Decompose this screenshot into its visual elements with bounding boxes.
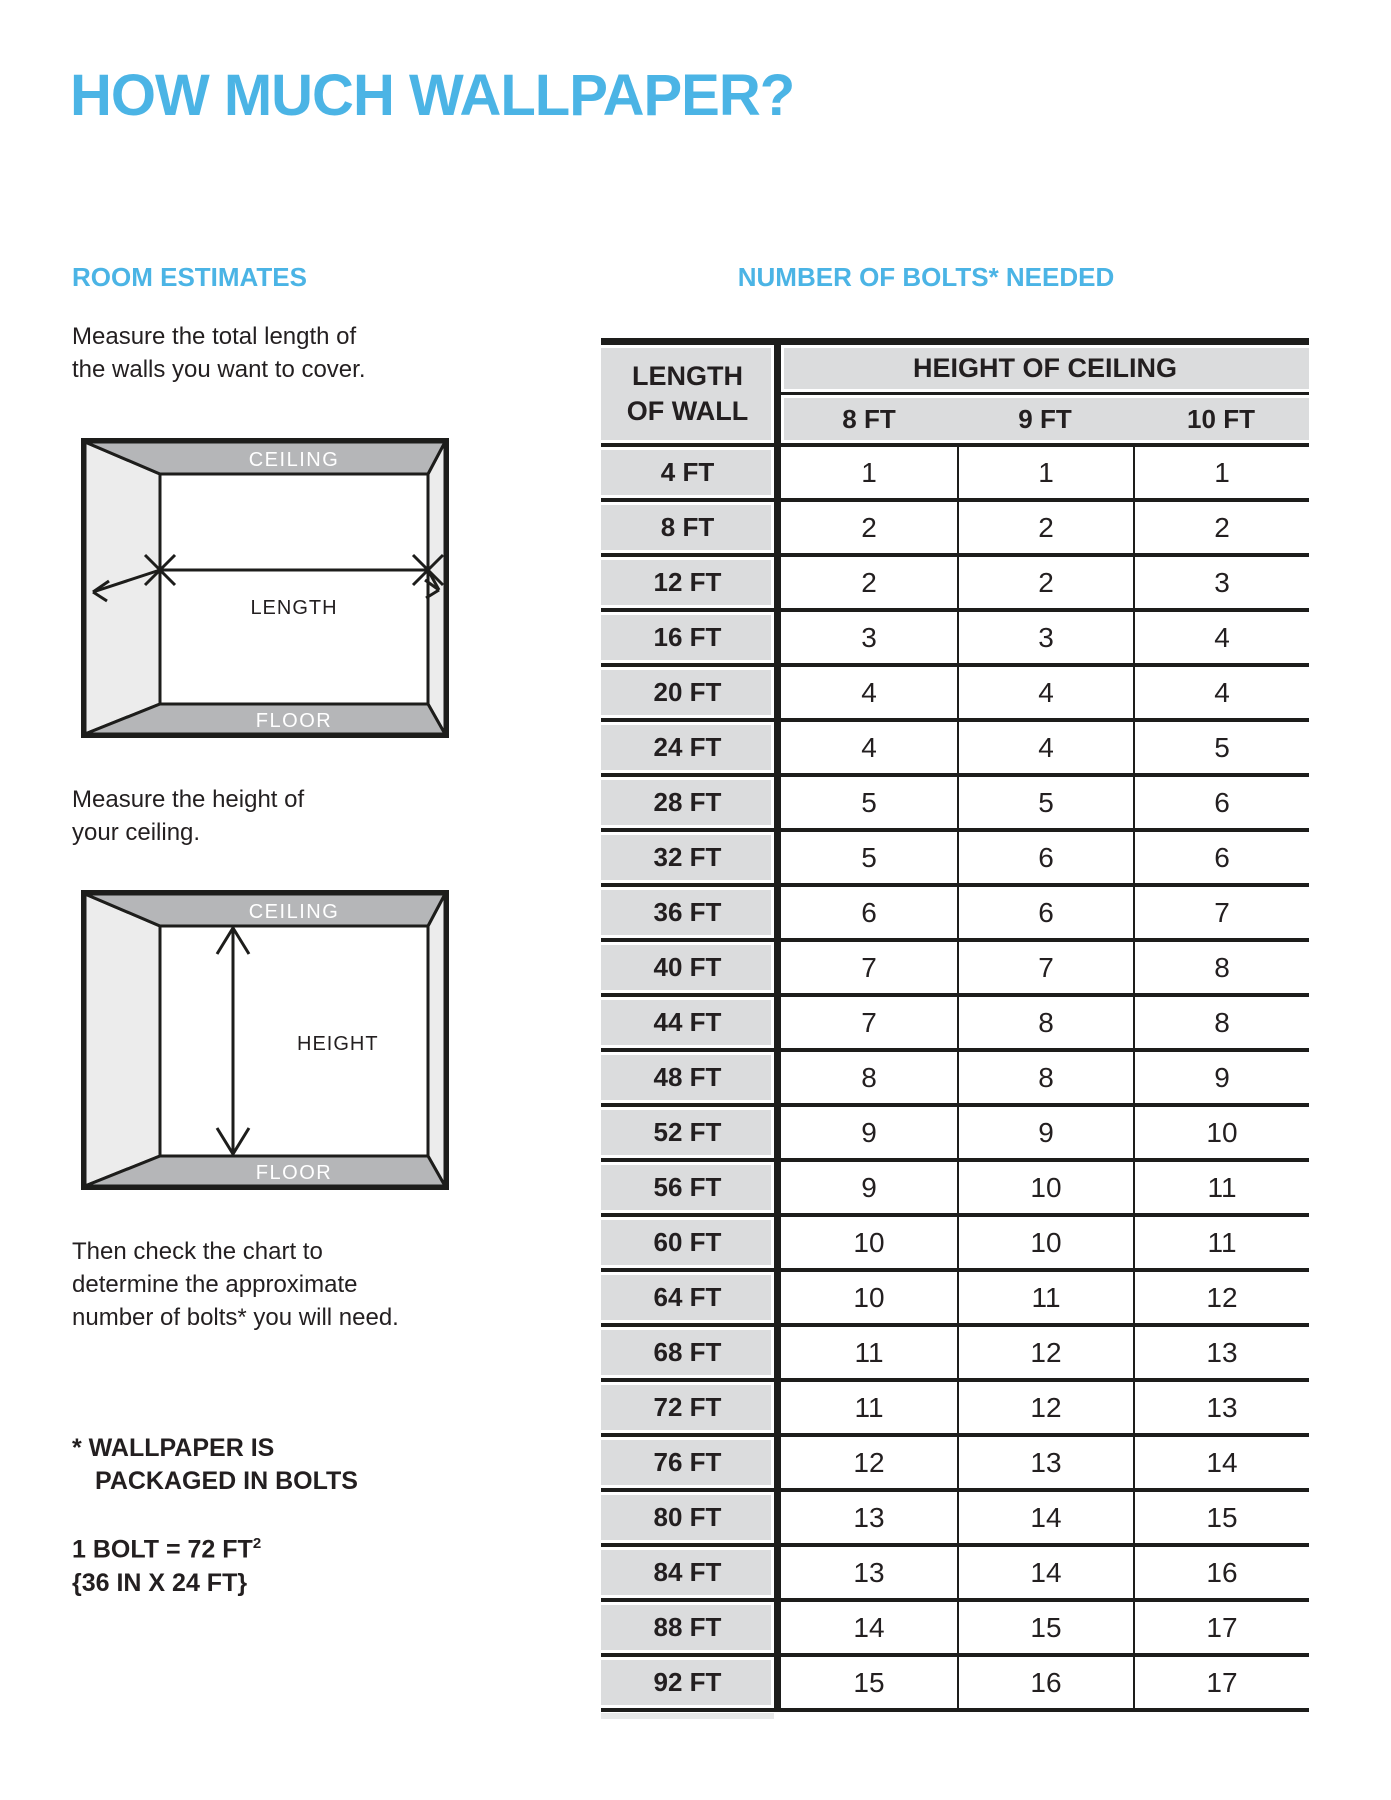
table-row: [601, 942, 1309, 997]
table-row: [601, 1217, 1309, 1272]
bolt-count-cell: 7: [781, 997, 957, 1052]
bolt-count-cell: 5: [957, 777, 1133, 832]
table-row: [601, 722, 1309, 777]
row-header-wall-length: 36 FT: [601, 887, 781, 942]
bolt-count-cell: 3: [1133, 557, 1309, 612]
footnote-line: * WALLPAPER IS: [72, 1434, 275, 1462]
row-header-wall-length: 40 FT: [601, 942, 781, 997]
instruction-line: Measure the height of: [72, 786, 305, 813]
row-header-wall-length: 76 FT: [601, 1437, 781, 1492]
row-header-wall-length: 24 FT: [601, 722, 781, 777]
room-estimates-heading: ROOM ESTIMATES: [72, 262, 307, 292]
table-row: [601, 777, 1309, 832]
row-header-wall-length: 88 FT: [601, 1602, 781, 1657]
bolt-count-cell: 9: [781, 1162, 957, 1217]
table-row: [601, 502, 1309, 557]
bolt-count-cell: 2: [781, 502, 957, 557]
room-height-diagram: [81, 890, 449, 1190]
bolt-count-cell: 5: [1133, 722, 1309, 777]
bolt-count-cell: 6: [1133, 832, 1309, 887]
row-header-wall-length: 44 FT: [601, 997, 781, 1052]
column-header-8ft: 8 FT: [781, 395, 957, 447]
row-header-wall-length: 20 FT: [601, 667, 781, 722]
bolts-table: [601, 338, 1309, 1712]
bolt-count-cell: 13: [1133, 1382, 1309, 1437]
bolt-count-cell: 5: [781, 777, 957, 832]
bolt-count-cell: 10: [781, 1217, 957, 1272]
floor-label: FLOOR: [255, 710, 333, 732]
table-row: [601, 1052, 1309, 1107]
bolt-count-cell: 1: [957, 447, 1133, 502]
length-label: LENGTH: [250, 597, 338, 619]
row-header-wall-length: 60 FT: [601, 1217, 781, 1272]
row-header-wall-length: 12 FT: [601, 557, 781, 612]
bolt-count-cell: 4: [781, 667, 957, 722]
table-row: [601, 1437, 1309, 1492]
table-bottom-shadow: [601, 1713, 774, 1719]
instruction-line: the walls you want to cover.: [72, 356, 366, 383]
column-header-length-of-wall: LENGTH OF WALL: [601, 345, 781, 447]
table-row: [601, 1327, 1309, 1382]
bolt-count-cell: 8: [957, 1052, 1133, 1107]
bolt-count-cell: 4: [957, 722, 1133, 777]
bolts-needed-heading: NUMBER OF BOLTS* NEEDED: [737, 262, 1115, 292]
bolt-count-cell: 17: [1133, 1657, 1309, 1712]
bolt-count-cell: 6: [781, 887, 957, 942]
table-row: [601, 1602, 1309, 1657]
bolt-count-cell: 15: [781, 1657, 957, 1712]
bolt-count-cell: 12: [1133, 1272, 1309, 1327]
bolt-count-cell: 16: [957, 1657, 1133, 1712]
bolt-count-cell: 9: [781, 1107, 957, 1162]
page-title: HOW MUCH WALLPAPER?: [70, 63, 795, 128]
instruction-measure-length: [72, 320, 365, 386]
column-header-9ft: 9 FT: [957, 395, 1133, 447]
right-wall: [428, 894, 445, 1186]
row-header-wall-length: 68 FT: [601, 1327, 781, 1382]
column-header-10ft: 10 FT: [1133, 395, 1309, 447]
bolt-count-cell: 6: [1133, 777, 1309, 832]
footnote-line: PACKAGED IN BOLTS: [95, 1467, 358, 1495]
table-row: [601, 997, 1309, 1052]
bolt-count-cell: 9: [1133, 1052, 1309, 1107]
bolt-count-cell: 2: [781, 557, 957, 612]
table-row: [601, 667, 1309, 722]
row-header-wall-length: 16 FT: [601, 612, 781, 667]
bolt-count-cell: 13: [957, 1437, 1133, 1492]
bolt-count-cell: 14: [1133, 1437, 1309, 1492]
bolt-count-cell: 11: [781, 1327, 957, 1382]
height-label: HEIGHT: [297, 1033, 379, 1055]
bolt-count-cell: 15: [1133, 1492, 1309, 1547]
table-row: [601, 1162, 1309, 1217]
table-row: [601, 557, 1309, 612]
row-header-wall-length: 92 FT: [601, 1657, 781, 1712]
bolt-count-cell: 13: [781, 1547, 957, 1602]
instruction-line: Measure the total length of: [72, 323, 357, 350]
bolt-count-cell: 7: [1133, 887, 1309, 942]
row-header-wall-length: 56 FT: [601, 1162, 781, 1217]
bolt-count-cell: 4: [957, 667, 1133, 722]
table-row: [601, 1107, 1309, 1162]
row-header-wall-length: 84 FT: [601, 1547, 781, 1602]
table-row: [601, 1382, 1309, 1437]
room-length-diagram: [81, 438, 449, 738]
row-header-wall-length: 8 FT: [601, 502, 781, 557]
bolt-count-cell: 15: [957, 1602, 1133, 1657]
bolt-count-cell: 10: [957, 1217, 1133, 1272]
bolt-count-cell: 3: [957, 612, 1133, 667]
left-wall: [85, 894, 160, 1186]
bolt-count-cell: 8: [1133, 997, 1309, 1052]
bolt-count-cell: 10: [781, 1272, 957, 1327]
row-header-wall-length: 4 FT: [601, 447, 781, 502]
bolt-count-cell: 8: [781, 1052, 957, 1107]
bolt-count-cell: 8: [957, 997, 1133, 1052]
bolt-count-cell: 2: [957, 502, 1133, 557]
row-header-wall-length: 80 FT: [601, 1492, 781, 1547]
table-row: [601, 1272, 1309, 1327]
bolt-count-cell: 12: [781, 1437, 957, 1492]
bolt-count-cell: 13: [781, 1492, 957, 1547]
bolt-count-cell: 14: [781, 1602, 957, 1657]
bolt-count-cell: 10: [957, 1162, 1133, 1217]
bolts-table-body: [601, 447, 1309, 1712]
instruction-line: Then check the chart to: [72, 1238, 323, 1265]
bolt-count-cell: 1: [1133, 447, 1309, 502]
bolt-count-cell: 17: [1133, 1602, 1309, 1657]
bolt-count-cell: 9: [957, 1107, 1133, 1162]
bolts-table-container: [601, 338, 1309, 1712]
back-wall: [160, 926, 428, 1156]
bolt-count-cell: 5: [781, 832, 957, 887]
bolt-count-cell: 13: [1133, 1327, 1309, 1382]
row-header-wall-length: 72 FT: [601, 1382, 781, 1437]
row-header-wall-length: 48 FT: [601, 1052, 781, 1107]
instruction-line: determine the approximate: [72, 1271, 358, 1298]
bolt-count-cell: 4: [1133, 667, 1309, 722]
superscript-2: 2: [252, 1535, 262, 1552]
table-row: [601, 1492, 1309, 1547]
instruction-line: your ceiling.: [72, 819, 201, 846]
bolt-count-cell: 7: [957, 942, 1133, 997]
row-header-wall-length: 28 FT: [601, 777, 781, 832]
bolt-count-cell: 12: [957, 1327, 1133, 1382]
bolt-count-cell: 3: [781, 612, 957, 667]
instruction-line: number of bolts* you will need.: [72, 1304, 399, 1331]
bolt-footnote: [72, 1432, 358, 1498]
bolt-count-cell: 7: [781, 942, 957, 997]
instruction-check-chart: [72, 1235, 399, 1334]
bolt-count-cell: 2: [957, 557, 1133, 612]
floor-label: FLOOR: [255, 1162, 333, 1184]
bolt-count-cell: 6: [957, 832, 1133, 887]
bolt-count-cell: 16: [1133, 1547, 1309, 1602]
table-row: [601, 1657, 1309, 1712]
bolt-count-cell: 14: [957, 1492, 1133, 1547]
bolt-count-cell: 12: [957, 1382, 1133, 1437]
bolt-count-cell: 4: [781, 722, 957, 777]
bolt-count-cell: 10: [1133, 1107, 1309, 1162]
bolt-count-cell: 11: [957, 1272, 1133, 1327]
row-header-wall-length: 52 FT: [601, 1107, 781, 1162]
instruction-measure-height: [72, 783, 304, 849]
row-header-wall-length: 64 FT: [601, 1272, 781, 1327]
table-row: [601, 832, 1309, 887]
bolt-count-cell: 11: [781, 1382, 957, 1437]
table-row: [601, 1547, 1309, 1602]
table-header: [601, 345, 1309, 447]
table-row: [601, 887, 1309, 942]
ceiling-label: CEILING: [248, 901, 340, 923]
table-row: [601, 612, 1309, 667]
ceiling-label: CEILING: [248, 449, 340, 471]
bolt-equation: 1 BOLT = 72 $FT^2$: [72, 1535, 262, 1564]
bolt-count-cell: 6: [957, 887, 1133, 942]
bolt-count-cell: 14: [957, 1547, 1133, 1602]
bolt-count-cell: 11: [1133, 1162, 1309, 1217]
bolt-dimensions: {36 IN X 24 FT}: [72, 1569, 248, 1598]
bolt-count-cell: 2: [1133, 502, 1309, 557]
bolt-count-cell: 11: [1133, 1217, 1309, 1272]
row-header-wall-length: 32 FT: [601, 832, 781, 887]
back-wall: [160, 474, 428, 704]
group-header-height-of-ceiling: HEIGHT OF CEILING: [781, 345, 1309, 395]
bolt-count-cell: 8: [1133, 942, 1309, 997]
bolt-size-info: [72, 1527, 261, 1600]
bolt-count-cell: 1: [781, 447, 957, 502]
bolt-count-cell: 4: [1133, 612, 1309, 667]
table-row: [601, 447, 1309, 502]
